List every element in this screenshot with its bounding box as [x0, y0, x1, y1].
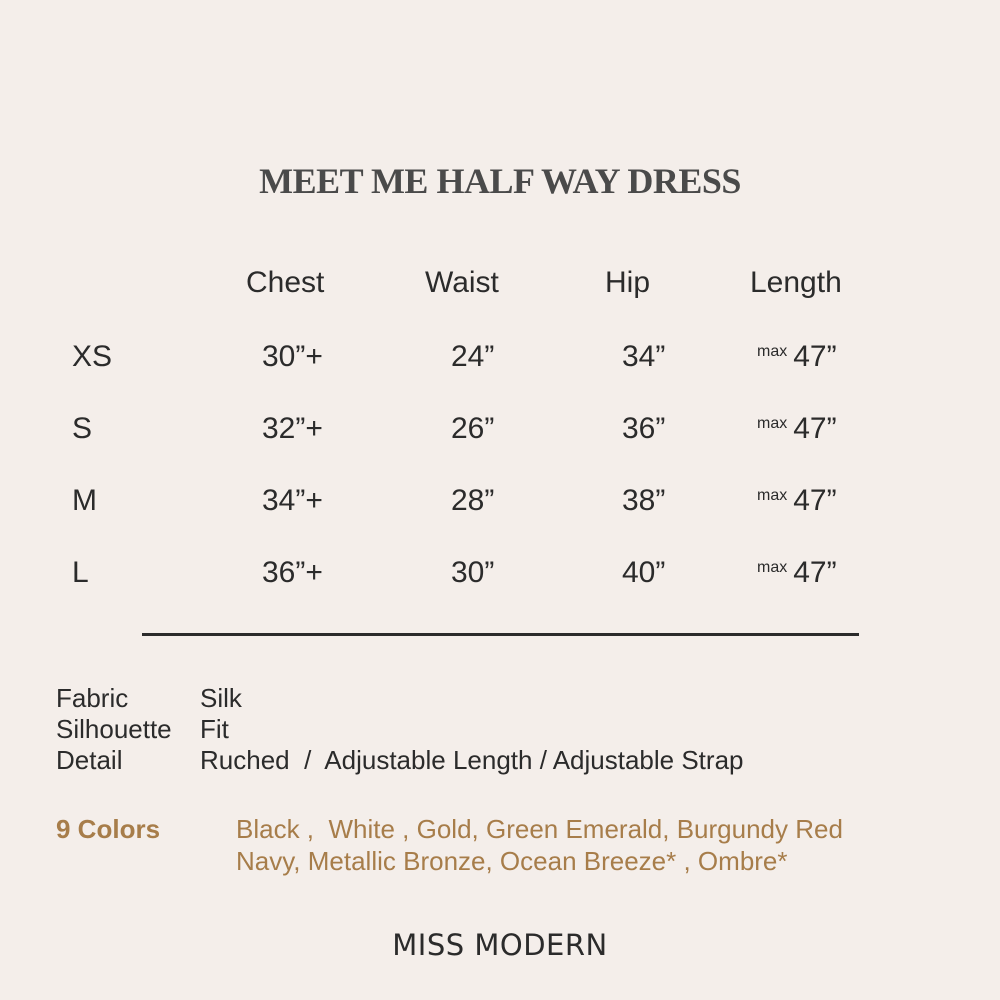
colors-line-1: Black , White , Gold, Green Emerald, Burgundy Red [236, 814, 843, 844]
hip-l: 40” [622, 556, 666, 589]
length-value: 47” [793, 556, 837, 589]
header-waist: Waist [425, 266, 499, 299]
header-hip: Hip [605, 266, 651, 299]
divider-line [142, 633, 859, 636]
header-length: Length [750, 266, 842, 299]
waist-xs: 24” [451, 340, 495, 373]
length-xs [757, 340, 837, 374]
spec-value-fabric: Silk [200, 683, 242, 713]
size-label-l: L [72, 556, 89, 589]
max-label: max [757, 487, 788, 504]
max-label: max [757, 559, 788, 576]
spec-key-silhouette: Silhouette [56, 714, 172, 744]
spec-key-fabric: Fabric [56, 683, 129, 713]
length-value: 47” [793, 340, 837, 373]
spec-value-silhouette: Fit [200, 714, 229, 744]
hip-xs: 34” [622, 340, 666, 373]
waist-s: 26” [451, 412, 495, 445]
length-s [757, 412, 837, 446]
colors-line-2: Navy, Metallic Bronze, Ocean Breeze* , Ombre* [236, 846, 788, 876]
max-label: max [757, 343, 788, 360]
length-m [757, 484, 837, 518]
spec-value-detail: Ruched / Adjustable Length / Adjustable Strap [200, 745, 744, 775]
waist-l: 30” [451, 556, 495, 589]
waist-m: 28” [451, 484, 495, 517]
max-label: max [757, 415, 788, 432]
brand-name: MISS MODERN [392, 928, 608, 962]
chest-l: 36”+ [262, 556, 323, 589]
header-chest: Chest [246, 266, 325, 299]
chest-s: 32”+ [262, 412, 323, 445]
page-title: MEET ME HALF WAY DRESS [259, 161, 741, 201]
size-label-m: M [72, 484, 97, 517]
chest-xs: 30”+ [262, 340, 323, 373]
length-value: 47” [793, 484, 837, 517]
spec-key-detail: Detail [56, 745, 123, 775]
chest-m: 34”+ [262, 484, 323, 517]
length-value: 47” [793, 412, 837, 445]
colors-label: 9 Colors [56, 814, 161, 844]
size-label-s: S [72, 412, 93, 445]
hip-s: 36” [622, 412, 666, 445]
length-l [757, 556, 837, 590]
hip-m: 38” [622, 484, 666, 517]
size-label-xs: XS [72, 340, 113, 373]
